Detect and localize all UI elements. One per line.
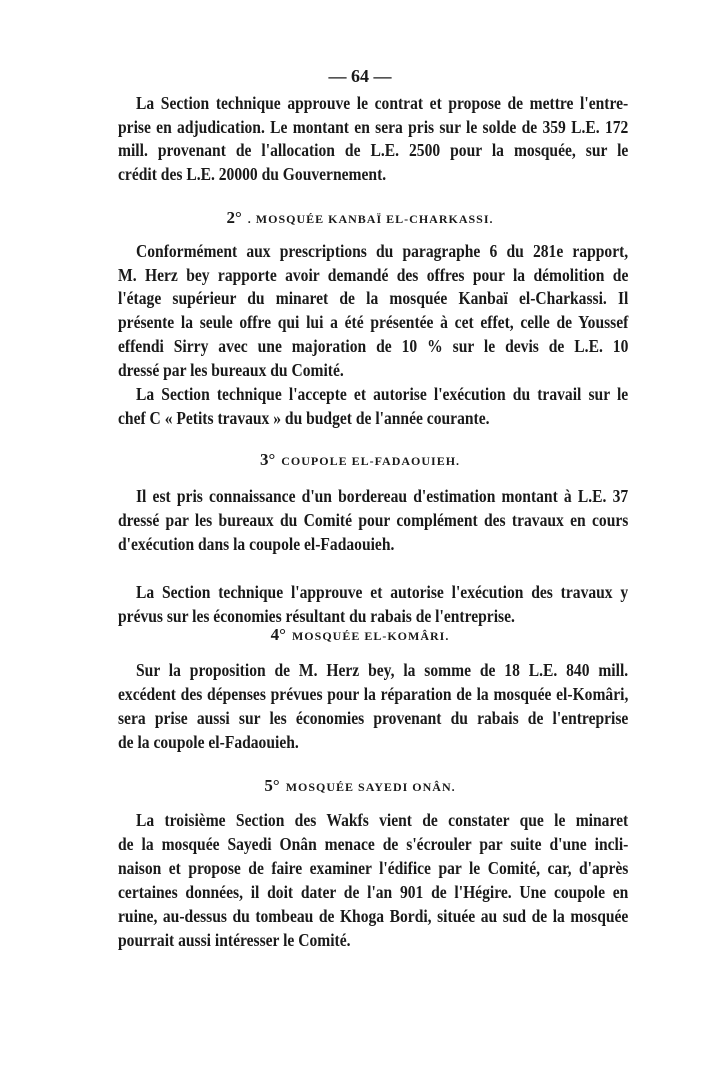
text-line: crédit des L.E. 20000 du Gouvernement. bbox=[118, 164, 387, 184]
text-line: La Section technique l'accepte et autorise l'exécution du travail sur le bbox=[136, 384, 629, 404]
text-line: d'exécution dans la coupole el-Fadaouieh. bbox=[118, 534, 395, 554]
section-heading bbox=[0, 208, 720, 228]
section-heading bbox=[0, 450, 720, 470]
text-line: de la coupole el-Fadaouieh. bbox=[118, 732, 299, 752]
text-line: Il est pris connaissance d'un bordereau d'estimation montant à L.E. 37 bbox=[136, 486, 629, 506]
text-line: prise en adjudication. Le montant en sera pris sur le solde de 359 L.E. 172 bbox=[118, 117, 629, 137]
text-line: La Section technique l'approuve et autorise l'exécution des travaux y bbox=[136, 582, 629, 602]
section-number: 4° bbox=[270, 625, 286, 644]
text-line: M. Herz bey rapporte avoir demandé des offres pour la démolition de bbox=[118, 265, 629, 285]
page-number: — 64 — bbox=[328, 66, 392, 86]
text-line: chef C « Petits travaux » du budget de l'année courante. bbox=[118, 408, 490, 428]
section-title: . MOSQUÉE KANBAÏ EL-CHARKASSI. bbox=[247, 212, 494, 226]
section-title: COUPOLE EL-FADAOUIEH. bbox=[281, 454, 461, 468]
text-line: pourrait aussi intéresser le Comité. bbox=[118, 930, 351, 950]
text-line: certaines données, il doit dater de l'an 901 de l'Hégire. Une coupole en bbox=[118, 882, 629, 902]
text-line: La Section technique approuve le contrat et propose de mettre l'entre- bbox=[136, 93, 629, 113]
text-line: naison et propose de faire examiner l'édifice par le Comité, car, d'après bbox=[118, 858, 629, 878]
text-line: l'étage supérieur du minaret de la mosquée Kanbaï el-Charkassi. Il bbox=[118, 288, 629, 308]
text-line: sera prise aussi sur les économies provenant du rabais de l'entreprise bbox=[118, 708, 629, 728]
section-heading bbox=[0, 776, 720, 796]
text-line: Conformément aux prescriptions du paragraphe 6 du 281e rapport, bbox=[136, 241, 629, 261]
section-number: 2° bbox=[226, 208, 242, 227]
section-title: MOSQUÉE SAYEDI ONÂN. bbox=[285, 780, 456, 794]
text-line: dressé par les bureaux du Comité. bbox=[118, 360, 344, 380]
text-line: excédent des dépenses prévues pour la réparation de la mosquée el-Komâri, bbox=[118, 684, 629, 704]
text-line: mill. provenant de l'allocation de L.E. 2500 pour la mosquée, sur le bbox=[118, 140, 629, 160]
section-title: MOSQUÉE EL-KOMÂRI. bbox=[291, 629, 450, 643]
text-line: présente la seule offre qui lui a été présentée à cet effet, celle de Youssef bbox=[118, 312, 629, 332]
text-line: dressé par les bureaux du Comité pour complément des travaux en cours bbox=[118, 510, 629, 530]
text-line: La troisième Section des Wakfs vient de constater que le minaret bbox=[136, 810, 629, 830]
text-line: effendi Sirry avec une majoration de 10 % sur le devis de L.E. 10 bbox=[118, 336, 629, 356]
text-line: prévus sur les économies résultant du rabais de l'entreprise. bbox=[118, 606, 515, 626]
text-line: de la mosquée Sayedi Onân menace de s'écrouler par suite d'une incli- bbox=[118, 834, 629, 854]
section-heading bbox=[0, 625, 720, 645]
section-number: 5° bbox=[264, 776, 280, 795]
text-line: ruine, au-dessus du tombeau de Khoga Bordi, située au sud de la mosquée bbox=[118, 906, 629, 926]
section-number: 3° bbox=[259, 450, 276, 469]
text-line: Sur la proposition de M. Herz bey, la somme de 18 L.E. 840 mill. bbox=[136, 660, 629, 680]
